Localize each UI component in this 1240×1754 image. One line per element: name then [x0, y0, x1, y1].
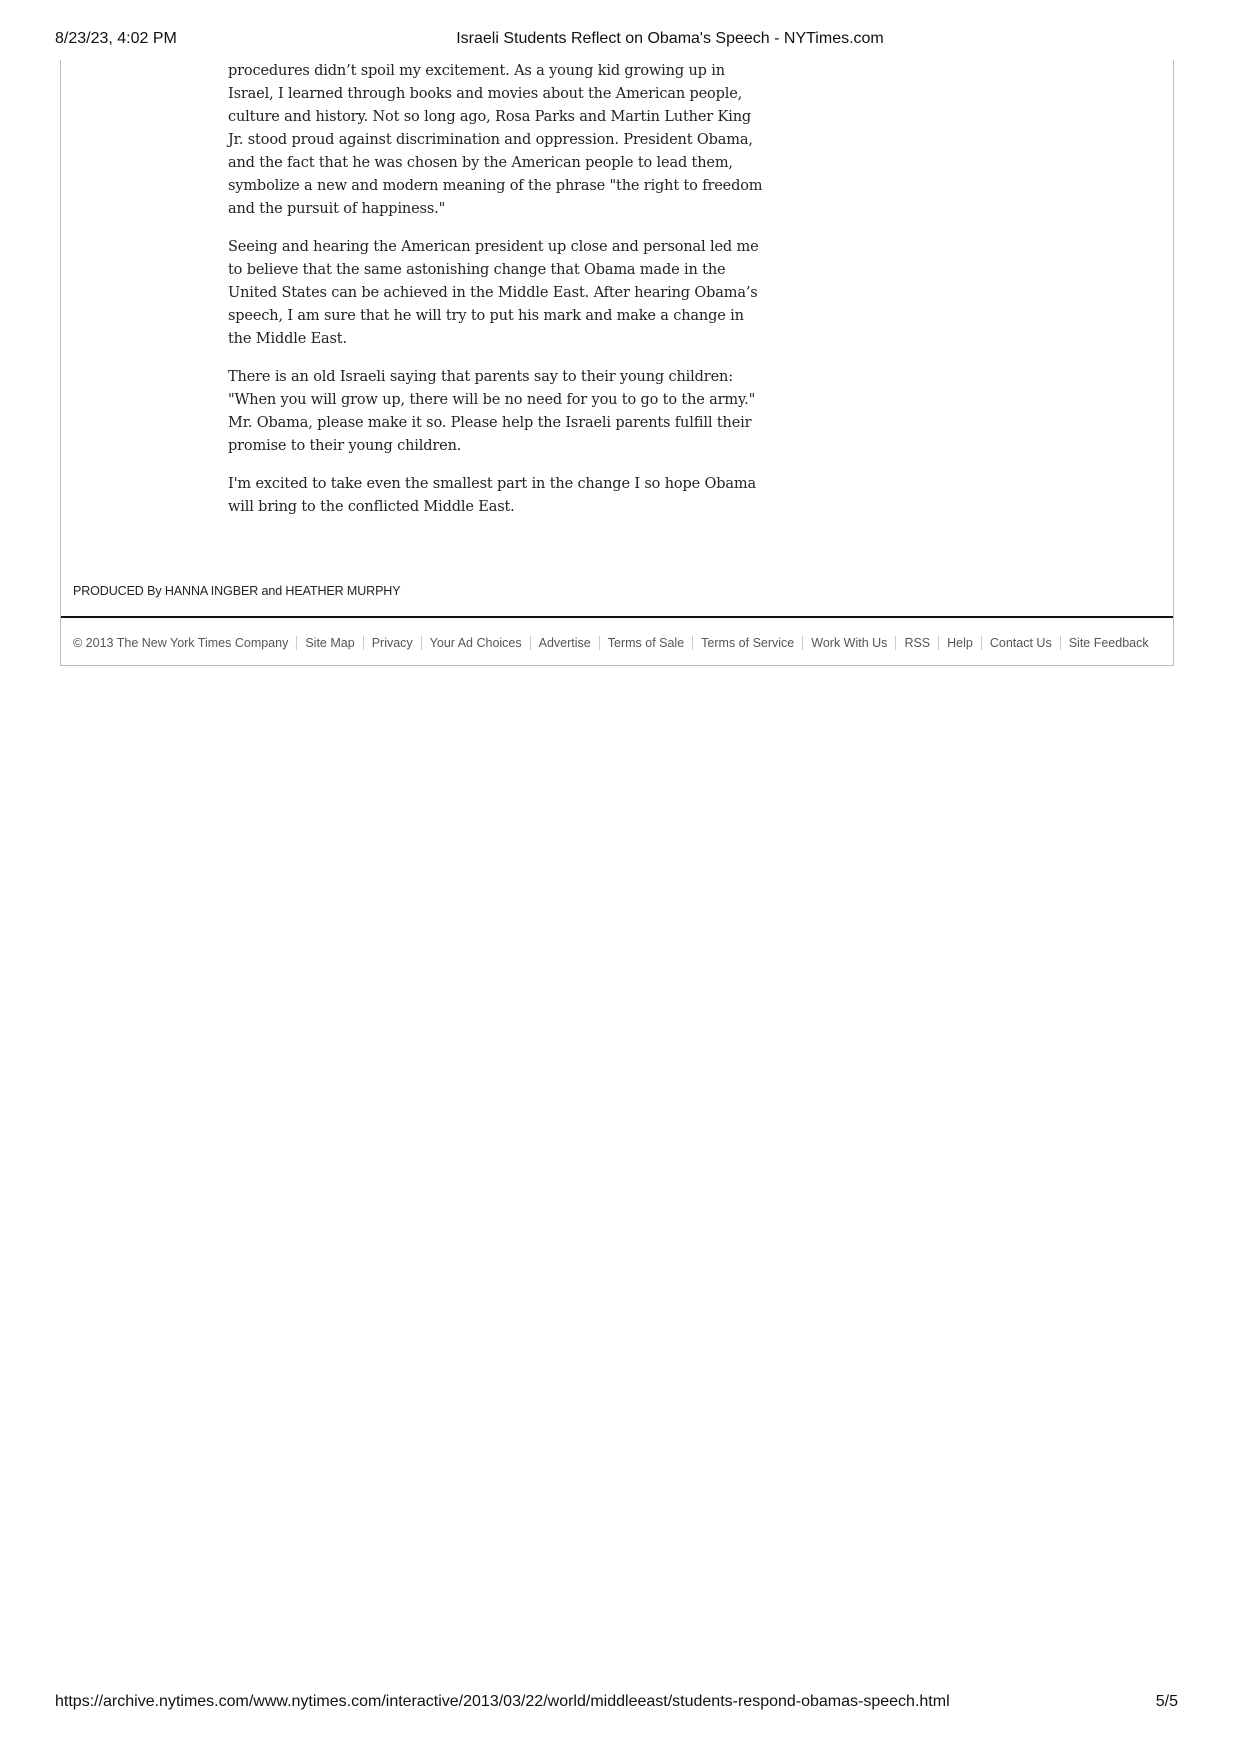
article-paragraph: Seeing and hearing the American president up close and personal led me to believe that the same astonishing change that Obama made in the United States can be achieved in the Middle East. After hearing Obama’s speech, I am sure that he will try to put his mark and make a change in the Middle East. — [228, 239, 759, 347]
footer-copyright: © 2013 The New York Times Company — [73, 636, 289, 650]
footer-nav — [73, 636, 1149, 650]
footer-link-site-map[interactable]: Site Map — [296, 636, 362, 650]
article-paragraph: There is an old Israeli saying that parents say to their young children: "When you will grow up, there will be no need for you to go to the army." Mr. Obama, please make it so. Please help the Israeli parents fulfill their promise to their young children. — [228, 369, 756, 454]
produced-by-credit: PRODUCED By HANNA INGBER and HEATHER MURPHY — [73, 584, 401, 598]
footer-link-terms-of-service[interactable]: Terms of Service — [692, 636, 802, 650]
footer-divider — [61, 616, 1173, 618]
print-header-datetime: 8/23/23, 4:02 PM — [55, 30, 177, 47]
footer-link-advertise[interactable]: Advertise — [530, 636, 599, 650]
footer-link-contact-us[interactable]: Contact Us — [981, 636, 1060, 650]
print-footer-page-number: 5/5 — [1155, 1693, 1178, 1710]
footer-link-ad-choices[interactable]: Your Ad Choices — [421, 636, 530, 650]
print-header-title: Israeli Students Reflect on Obama's Speech - NYTimes.com — [456, 30, 884, 47]
footer-link-privacy[interactable]: Privacy — [363, 636, 421, 650]
footer-link-site-feedback[interactable]: Site Feedback — [1060, 636, 1149, 650]
footer-link-rss[interactable]: RSS — [895, 636, 938, 650]
footer-link-work-with-us[interactable]: Work With Us — [802, 636, 895, 650]
article-paragraph: procedures didn’t spoil my excitement. As a young kid growing up in Israel, I learned through books and movies about the American people, culture and history. Not so long ago, Rosa Parks and Martin Luther King Jr. stood proud against discrimination and oppression. President Obama, and the fact that he was chosen by the American people to lead them, symbolize a new and modern meaning of the phrase "the right to freedom and the pursuit of happiness." — [228, 63, 763, 217]
article-paragraph: I'm excited to take even the smallest part in the change I so hope Obama will bring to the conflicted Middle East. — [228, 476, 756, 515]
print-footer-url: https://archive.nytimes.com/www.nytimes.com/interactive/2013/03/22/world/middleeast/students-respond-obamas-speech.html — [55, 1693, 950, 1710]
page-frame — [60, 60, 1174, 666]
footer-link-terms-of-sale[interactable]: Terms of Sale — [599, 636, 692, 650]
footer-link-help[interactable]: Help — [938, 636, 981, 650]
article-body — [228, 60, 763, 534]
